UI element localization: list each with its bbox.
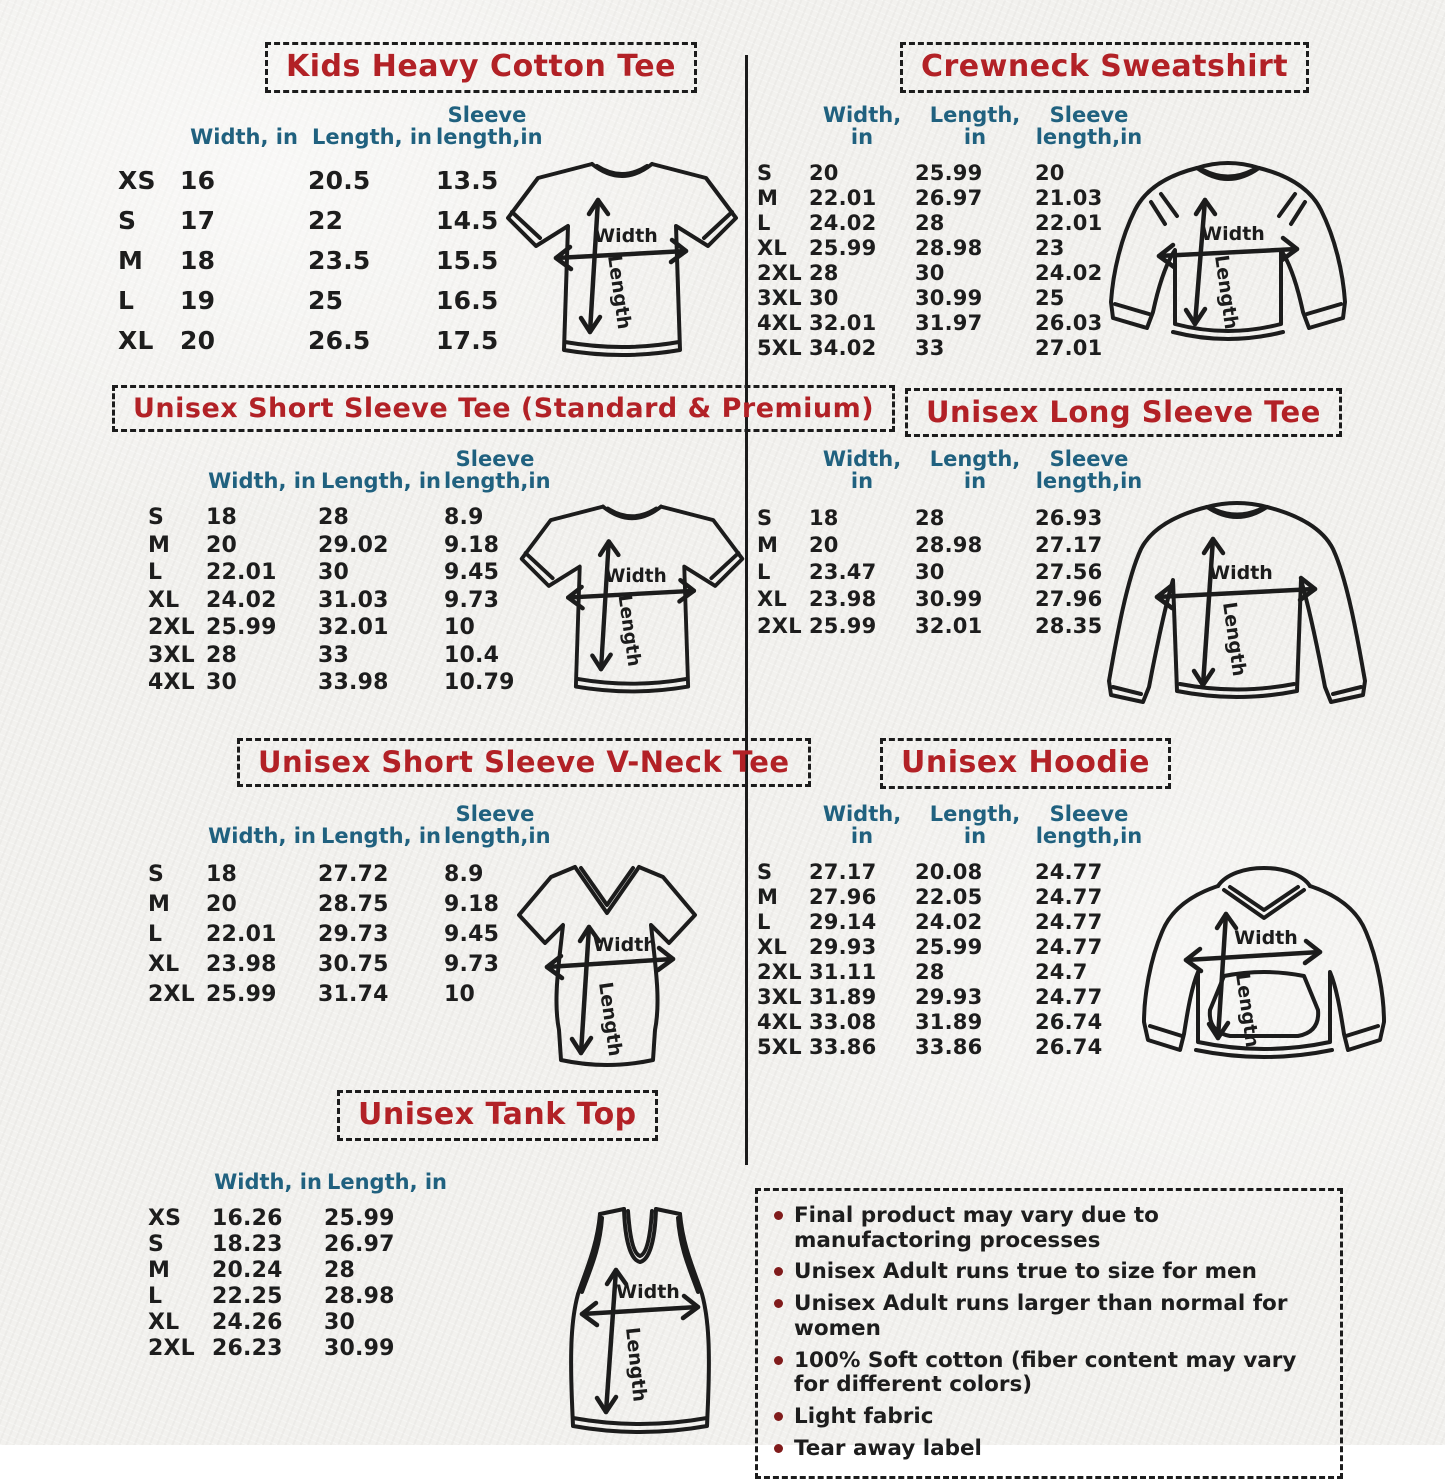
sleeve-value: 22.01 — [1035, 210, 1103, 235]
size-label: 4XL — [757, 1009, 802, 1034]
size-label: XS — [148, 1205, 182, 1231]
note-text: Tear away label — [794, 1435, 982, 1461]
sleeve-value: 9.45 — [444, 921, 500, 947]
note-item — [774, 1349, 1324, 1398]
note-item — [774, 1437, 1324, 1462]
column-header-width: Width, in — [208, 468, 316, 493]
size-label: L — [148, 921, 163, 947]
long-sleeve-tee-illustration — [1083, 495, 1391, 723]
size-label: M — [757, 884, 779, 909]
length-value: 20.08 — [915, 859, 983, 884]
size-label: XL — [757, 934, 787, 959]
sleeve-value: 24.77 — [1035, 934, 1103, 959]
size-label: M — [757, 185, 779, 210]
sleeve-value: 8.9 — [444, 861, 484, 887]
width-value: 20 — [206, 532, 238, 558]
sleeve-value: 15.5 — [436, 245, 499, 275]
sleeve-value: 26.03 — [1035, 310, 1103, 335]
section-title-unisex-vneck-tee: Unisex Short Sleeve V-Neck Tee — [237, 738, 811, 787]
width-value: 27.17 — [809, 859, 877, 884]
size-label: L — [757, 909, 771, 934]
length-value: 25.99 — [324, 1205, 395, 1231]
length-value: 25.99 — [915, 160, 983, 185]
sleeve-value: 27.96 — [1035, 586, 1103, 611]
hoodie-illustration — [1122, 856, 1407, 1091]
crewneck-sweatshirt-illustration — [1093, 156, 1365, 364]
width-value: 22.01 — [206, 921, 277, 947]
size-label: 3XL — [148, 642, 195, 668]
width-value: 16 — [180, 165, 216, 195]
column-header-blank — [118, 148, 180, 160]
size-label: 3XL — [757, 285, 802, 310]
column-header-width: Width, in — [822, 446, 902, 493]
length-value: 25 — [308, 285, 344, 315]
sleeve-value: 17.5 — [436, 325, 499, 355]
column-header-sleeve: Sleeve length,in — [436, 102, 543, 149]
length-value: 31.97 — [915, 310, 983, 335]
length-value: 30.99 — [915, 285, 983, 310]
note-text: Unisex Adult runs true to size for men — [794, 1259, 1257, 1285]
column-header-sleeve: Sleeve length,in — [1035, 801, 1143, 848]
column-header-sleeve: Sleeve length,in — [1035, 446, 1143, 493]
length-value: 26.97 — [324, 1231, 395, 1257]
length-value: 33 — [318, 642, 350, 668]
size-label: XL — [757, 586, 787, 611]
length-value: 33 — [915, 335, 945, 360]
width-value: 20 — [809, 532, 839, 557]
length-value: 30 — [324, 1309, 356, 1335]
tshirt-illustration — [512, 494, 752, 704]
note-item — [774, 1292, 1324, 1341]
size-label: 2XL — [757, 959, 802, 984]
width-value: 27.96 — [809, 884, 877, 909]
size-label: L — [148, 560, 163, 586]
width-value: 31.11 — [809, 959, 877, 984]
width-value: 32.01 — [809, 310, 877, 335]
size-label: XL — [118, 325, 154, 355]
size-table-unisex-vneck-tee — [148, 795, 551, 1009]
length-arrow-label: Length — [603, 253, 636, 331]
column-header-blank — [757, 492, 809, 504]
length-value: 25.99 — [915, 934, 983, 959]
sleeve-value: 10 — [444, 615, 476, 641]
sleeve-value: 26.74 — [1035, 1034, 1103, 1059]
sleeve-value: 21.03 — [1035, 185, 1103, 210]
length-value: 28.98 — [324, 1283, 395, 1309]
size-label: XL — [148, 587, 180, 613]
size-label: M — [118, 245, 144, 275]
size-label: 5XL — [757, 335, 802, 360]
width-value: 18 — [809, 505, 839, 530]
note-item — [774, 1260, 1324, 1285]
width-value: 24.02 — [809, 210, 877, 235]
sleeve-value: 16.5 — [436, 285, 499, 315]
sleeve-value: 9.18 — [444, 532, 500, 558]
width-arrow-label: Width — [594, 225, 658, 247]
size-label: L — [757, 210, 771, 235]
sleeve-value: 9.73 — [444, 587, 500, 613]
length-value: 23.5 — [308, 245, 371, 275]
size-label: 2XL — [148, 981, 195, 1007]
tshirt-illustration — [498, 152, 746, 367]
vneck-tee-illustration — [505, 855, 710, 1070]
column-header-length: Length, in — [326, 1169, 448, 1194]
length-value: 26.5 — [308, 325, 371, 355]
sleeve-value: 8.9 — [444, 505, 484, 531]
sleeve-value: 10.4 — [444, 642, 500, 668]
section-title-crewneck-sweatshirt: Crewneck Sweatshirt — [900, 42, 1309, 93]
bullet-icon — [774, 1267, 783, 1276]
sleeve-value: 25 — [1035, 285, 1065, 310]
column-header-blank — [148, 1193, 212, 1205]
size-label: L — [118, 285, 135, 315]
note-text: Unisex Adult runs larger than normal for women — [794, 1291, 1288, 1341]
width-value: 25.99 — [809, 613, 877, 638]
bullet-icon — [774, 1412, 783, 1421]
width-value: 23.98 — [206, 951, 277, 977]
width-value: 18.23 — [212, 1231, 283, 1257]
sleeve-value: 26.74 — [1035, 1009, 1103, 1034]
column-header-length: Length, in — [929, 102, 1021, 149]
sleeve-value: 9.73 — [444, 951, 500, 977]
width-value: 25.99 — [206, 981, 277, 1007]
length-value: 31.74 — [318, 981, 389, 1007]
length-value: 28.75 — [318, 891, 389, 917]
width-value: 20.24 — [212, 1257, 283, 1283]
length-value: 29.02 — [318, 532, 389, 558]
column-header-blank — [757, 148, 809, 160]
column-header-width: Width, in — [190, 124, 298, 149]
sleeve-value: 24.77 — [1035, 909, 1103, 934]
size-label: L — [148, 1283, 163, 1309]
size-label: S — [757, 505, 773, 530]
sleeve-value: 24.77 — [1035, 984, 1103, 1009]
size-label: XS — [118, 165, 156, 195]
width-value: 18 — [206, 861, 238, 887]
width-value: 26.23 — [212, 1335, 283, 1361]
width-value: 30 — [809, 285, 839, 310]
width-value: 18 — [206, 505, 238, 531]
width-value: 24.02 — [206, 587, 277, 613]
note-text: Final product may vary due to manufactoring processes — [794, 1203, 1159, 1253]
length-value: 30.75 — [318, 951, 389, 977]
sleeve-value: 13.5 — [436, 165, 499, 195]
bullet-icon — [774, 1356, 783, 1365]
length-value: 28.98 — [915, 235, 983, 260]
size-label: 2XL — [148, 1335, 195, 1361]
length-value: 28 — [915, 505, 945, 530]
width-value: 22.01 — [809, 185, 877, 210]
column-header-sleeve: Sleeve length,in — [444, 801, 551, 848]
column-header-blank — [148, 492, 206, 504]
sleeve-value: 14.5 — [436, 205, 499, 235]
size-label: XL — [148, 951, 180, 977]
width-value: 16.26 — [212, 1205, 283, 1231]
note-text: 100% Soft cotton (fiber content may vary for different colors) — [794, 1347, 1297, 1398]
sleeve-value: 20 — [1035, 160, 1065, 185]
width-value: 22.01 — [206, 560, 277, 586]
width-value: 29.93 — [809, 934, 877, 959]
length-value: 22.05 — [915, 884, 983, 909]
sleeve-value: 27.17 — [1035, 532, 1103, 557]
width-value: 34.02 — [809, 335, 877, 360]
size-label: XL — [148, 1309, 180, 1335]
bullet-icon — [774, 1211, 783, 1220]
length-value: 28 — [324, 1257, 356, 1283]
width-value: 17 — [180, 205, 216, 235]
size-label: S — [757, 859, 773, 884]
bullet-icon — [774, 1444, 783, 1453]
width-value: 29.14 — [809, 909, 877, 934]
column-header-blank — [757, 847, 809, 859]
width-value: 24.26 — [212, 1309, 283, 1335]
column-header-length: Length, in — [929, 446, 1021, 493]
size-table-unisex-short-sleeve-tee — [148, 440, 551, 697]
width-value: 20 — [206, 891, 238, 917]
length-arrow-label: Length — [1210, 253, 1243, 331]
length-arrow-label: Length — [621, 1326, 651, 1403]
width-value: 18 — [180, 245, 216, 275]
bullet-icon — [774, 1299, 783, 1308]
length-arrow-label: Length — [1231, 971, 1264, 1049]
size-label: 4XL — [757, 310, 802, 335]
note-item — [774, 1405, 1324, 1430]
width-value: 30 — [206, 670, 238, 696]
width-value: 33.08 — [809, 1009, 877, 1034]
length-value: 28 — [915, 210, 945, 235]
length-arrow-label: Length — [594, 980, 627, 1058]
notes-box — [755, 1188, 1343, 1479]
width-value: 23.47 — [809, 559, 877, 584]
column-header-sleeve: Sleeve length,in — [444, 446, 551, 493]
sleeve-value: 10 — [444, 981, 476, 1007]
length-value: 30.99 — [324, 1335, 395, 1361]
width-arrow-label: Width — [605, 566, 667, 588]
length-value: 28 — [318, 505, 350, 531]
size-label: S — [148, 505, 165, 531]
sleeve-value: 24.02 — [1035, 260, 1103, 285]
size-label: S — [118, 205, 137, 235]
size-label: 4XL — [148, 670, 195, 696]
section-title-kids-heavy-cotton-tee: Kids Heavy Cotton Tee — [265, 42, 697, 93]
section-title-unisex-tank-top: Unisex Tank Top — [337, 1090, 658, 1141]
sleeve-value: 28.35 — [1035, 613, 1103, 638]
width-arrow-label: Width — [1209, 562, 1273, 584]
length-value: 29.93 — [915, 984, 983, 1009]
width-value: 28 — [809, 260, 839, 285]
length-value: 30 — [318, 560, 350, 586]
length-value: 31.03 — [318, 587, 389, 613]
size-label: XL — [757, 235, 787, 260]
length-value: 33.86 — [915, 1034, 983, 1059]
width-arrow-label: Width — [593, 934, 657, 956]
width-value: 33.86 — [809, 1034, 877, 1059]
sleeve-value: 27.56 — [1035, 559, 1103, 584]
length-arrow-label: Length — [613, 593, 645, 668]
note-item — [774, 1204, 1324, 1253]
width-value: 19 — [180, 285, 216, 315]
length-value: 27.72 — [318, 861, 389, 887]
size-label: M — [148, 1257, 171, 1283]
width-arrow-label: Width — [1201, 223, 1265, 245]
length-value: 30 — [915, 559, 945, 584]
size-label: M — [148, 532, 171, 558]
sleeve-value: 10.79 — [444, 670, 515, 696]
column-header-width: Width, in — [822, 801, 902, 848]
column-header-width: Width, in — [822, 102, 902, 149]
length-value: 22 — [308, 205, 344, 235]
sleeve-value: 9.18 — [444, 891, 500, 917]
length-value: 30 — [915, 260, 945, 285]
size-label: S — [148, 861, 165, 887]
length-value: 32.01 — [915, 613, 983, 638]
tank-top-illustration — [552, 1202, 727, 1440]
column-header-sleeve: Sleeve length,in — [1035, 102, 1143, 149]
column-header-length: Length, in — [320, 468, 442, 493]
note-text: Light fabric — [794, 1404, 934, 1430]
column-header-length: Length, in — [929, 801, 1021, 848]
length-value: 32.01 — [318, 615, 389, 641]
size-label: 2XL — [757, 613, 802, 638]
size-table-crewneck-sweatshirt — [757, 96, 1143, 360]
width-value: 20 — [809, 160, 839, 185]
sleeve-value: 23 — [1035, 235, 1065, 260]
size-table-kids-heavy-cotton-tee — [118, 96, 543, 360]
length-value: 33.98 — [318, 670, 389, 696]
width-value: 25.99 — [206, 615, 277, 641]
width-value: 28 — [206, 642, 238, 668]
section-title-unisex-hoodie: Unisex Hoodie — [880, 738, 1171, 789]
size-table-unisex-hoodie — [757, 795, 1143, 1059]
column-header-length: Length, in — [320, 823, 442, 848]
sleeve-value: 26.93 — [1035, 505, 1103, 530]
size-label: 3XL — [757, 984, 802, 1009]
width-arrow-label: Width — [1234, 927, 1298, 949]
length-value: 30.99 — [915, 586, 983, 611]
length-value: 28 — [915, 959, 945, 984]
width-value: 22.25 — [212, 1283, 283, 1309]
width-arrow-label: Width — [616, 1281, 680, 1303]
sleeve-value: 9.45 — [444, 560, 500, 586]
length-value: 28.98 — [915, 532, 983, 557]
section-title-unisex-long-sleeve-tee: Unisex Long Sleeve Tee — [905, 388, 1342, 437]
length-value: 24.02 — [915, 909, 983, 934]
size-label: S — [148, 1231, 165, 1257]
length-value: 31.89 — [915, 1009, 983, 1034]
column-header-width: Width, in — [214, 1169, 322, 1194]
size-label: S — [757, 160, 773, 185]
size-label: M — [148, 891, 171, 917]
length-arrow-label: Length — [1218, 600, 1251, 678]
column-header-blank — [148, 847, 206, 859]
sleeve-value: 27.01 — [1035, 335, 1103, 360]
length-value: 20.5 — [308, 165, 371, 195]
size-label: M — [757, 532, 779, 557]
width-value: 31.89 — [809, 984, 877, 1009]
sleeve-value: 24.77 — [1035, 859, 1103, 884]
size-table-unisex-tank-top — [148, 1150, 450, 1361]
sleeve-value: 24.77 — [1035, 884, 1103, 909]
size-label: L — [757, 559, 771, 584]
width-value: 20 — [180, 325, 216, 355]
length-value: 26.97 — [915, 185, 983, 210]
size-label: 2XL — [757, 260, 802, 285]
sleeve-value: 24.7 — [1035, 959, 1088, 984]
size-label: 5XL — [757, 1034, 802, 1059]
column-header-length: Length, in — [311, 124, 433, 149]
width-value: 25.99 — [809, 235, 877, 260]
column-header-width: Width, in — [208, 823, 316, 848]
section-title-unisex-short-sleeve-tee: Unisex Short Sleeve Tee (Standard & Premium) — [112, 385, 895, 432]
width-value: 23.98 — [809, 586, 877, 611]
size-label: 2XL — [148, 615, 195, 641]
length-value: 29.73 — [318, 921, 389, 947]
